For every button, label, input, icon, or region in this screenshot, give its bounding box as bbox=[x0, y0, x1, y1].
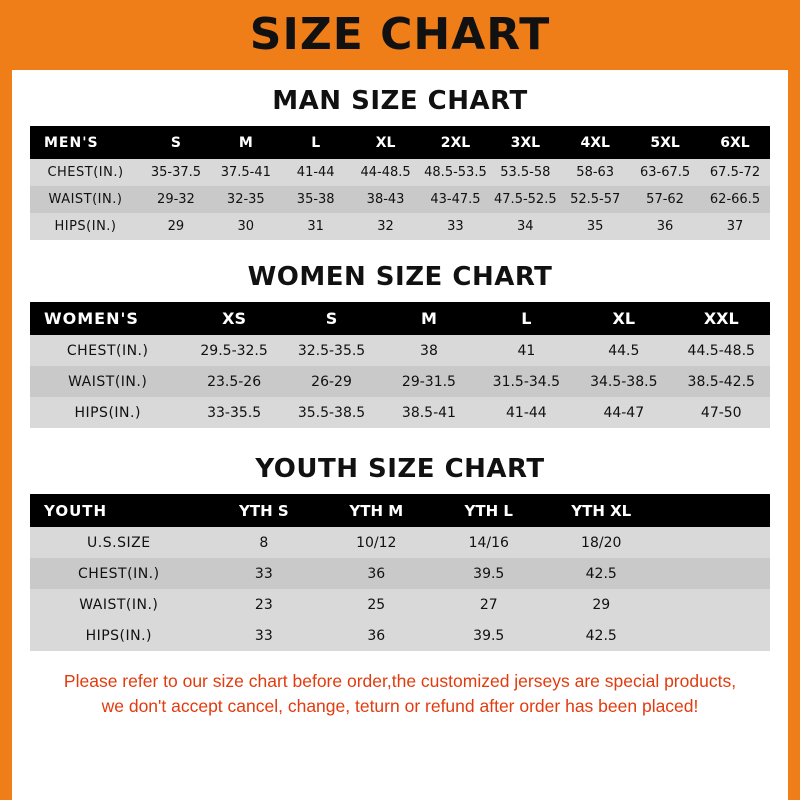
youth-row-2-label: WAIST(IN.) bbox=[79, 596, 159, 613]
women-col-2: M bbox=[420, 309, 437, 328]
women-col-0: XS bbox=[222, 309, 247, 328]
women-table-head bbox=[30, 302, 770, 335]
man-col-0: S bbox=[170, 134, 181, 151]
man-header-label: MEN'S bbox=[44, 134, 99, 151]
youth-cell-1-1: 36 bbox=[367, 565, 386, 582]
man-col-1: M bbox=[238, 134, 253, 151]
notice-text bbox=[30, 669, 770, 720]
table-row bbox=[30, 186, 770, 213]
man-cell-0-0: 35-37.5 bbox=[150, 165, 202, 180]
man-cell-2-6: 35 bbox=[586, 219, 604, 234]
man-cell-2-7: 36 bbox=[656, 219, 674, 234]
man-col-5: 3XL bbox=[510, 134, 541, 151]
youth-cell-0-4 bbox=[657, 527, 770, 558]
man-cell-1-1: 32-35 bbox=[226, 192, 265, 207]
youth-col-1: YTH M bbox=[349, 501, 404, 520]
man-cell-2-2: 31 bbox=[307, 219, 324, 234]
table-header-row bbox=[30, 494, 770, 527]
women-col-5: XXL bbox=[703, 309, 739, 328]
table-row bbox=[30, 159, 770, 186]
man-cell-1-8: 62-66.5 bbox=[709, 192, 761, 207]
man-cell-1-6: 52.5-57 bbox=[570, 192, 621, 207]
youth-size-table bbox=[30, 494, 770, 651]
man-cell-2-0: 29 bbox=[167, 219, 185, 234]
man-cell-1-2: 35-38 bbox=[296, 192, 335, 207]
man-row-0-label: CHEST(IN.) bbox=[47, 165, 124, 180]
youth-cell-2-0: 23 bbox=[254, 596, 273, 613]
page-title: SIZE CHART bbox=[249, 9, 551, 60]
man-cell-0-6: 58-63 bbox=[576, 165, 615, 180]
women-cell-2-5: 47-50 bbox=[700, 404, 742, 421]
man-cell-0-7: 63-67.5 bbox=[639, 165, 691, 180]
youth-cell-3-2: 39.5 bbox=[473, 627, 505, 644]
man-cell-2-5: 34 bbox=[517, 219, 534, 234]
women-cell-2-4: 44-47 bbox=[603, 404, 645, 421]
women-col-4: XL bbox=[612, 309, 636, 328]
youth-cell-2-3: 29 bbox=[592, 596, 611, 613]
youth-cell-1-0: 33 bbox=[254, 565, 273, 582]
man-cell-2-3: 32 bbox=[377, 219, 394, 234]
notice-line-1: Please refer to our size chart before order,the customized jerseys are special products, bbox=[63, 671, 737, 691]
women-section-title: WOMEN SIZE CHART bbox=[247, 262, 553, 292]
youth-cell-2-1: 25 bbox=[367, 596, 386, 613]
man-cell-0-1: 37.5-41 bbox=[220, 165, 271, 180]
youth-col-3: YTH XL bbox=[571, 501, 632, 520]
man-cell-2-1: 30 bbox=[237, 219, 255, 234]
man-col-6: 4XL bbox=[580, 134, 610, 151]
notice-line-2: we don't accept cancel, change, teturn or refund after order has been placed! bbox=[101, 696, 699, 717]
youth-cell-2-2: 27 bbox=[479, 596, 498, 613]
youth-row-1-label: CHEST(IN.) bbox=[78, 565, 160, 582]
women-header-label: WOMEN'S bbox=[44, 309, 139, 328]
man-cell-2-4: 33 bbox=[447, 219, 464, 234]
women-cell-2-1: 35.5-38.5 bbox=[297, 404, 366, 421]
man-col-2: L bbox=[311, 134, 321, 151]
man-cell-1-7: 57-62 bbox=[646, 192, 684, 207]
youth-col-4 bbox=[657, 494, 770, 527]
youth-row-3-label: HIPS(IN.) bbox=[85, 627, 153, 644]
women-cell-2-2: 38.5-41 bbox=[401, 404, 456, 421]
youth-table-body bbox=[30, 527, 770, 651]
women-cell-0-5: 44.5-48.5 bbox=[687, 342, 755, 359]
youth-cell-1-2: 39.5 bbox=[473, 565, 505, 582]
women-cell-0-1: 32.5-35.5 bbox=[297, 342, 366, 359]
women-col-1: S bbox=[325, 309, 338, 328]
table-header-row bbox=[30, 302, 770, 335]
man-col-8: 6XL bbox=[720, 134, 750, 151]
youth-header-label: YOUTH bbox=[44, 501, 108, 520]
man-cell-1-3: 38-43 bbox=[366, 192, 405, 207]
youth-table-head bbox=[30, 494, 770, 527]
women-cell-1-4: 34.5-38.5 bbox=[590, 373, 658, 390]
youth-cell-3-4 bbox=[657, 620, 770, 651]
man-cell-1-0: 29-32 bbox=[157, 192, 195, 207]
man-col-7: 5XL bbox=[650, 134, 680, 151]
table-row bbox=[30, 527, 770, 558]
man-table-head bbox=[30, 126, 770, 159]
youth-cell-3-3: 42.5 bbox=[585, 627, 617, 644]
women-table-body bbox=[30, 335, 770, 428]
youth-cell-0-1: 10/12 bbox=[356, 534, 397, 551]
man-cell-0-2: 41-44 bbox=[296, 165, 335, 180]
youth-col-2: YTH L bbox=[464, 501, 513, 520]
table-row bbox=[30, 620, 770, 651]
women-cell-1-5: 38.5-42.5 bbox=[687, 373, 755, 390]
man-cell-2-8: 37 bbox=[726, 219, 744, 234]
women-row-0-label: CHEST(IN.) bbox=[66, 342, 149, 359]
women-cell-1-0: 23.5-26 bbox=[207, 373, 262, 390]
header-band bbox=[0, 0, 800, 70]
youth-cell-2-4 bbox=[657, 589, 770, 620]
table-header-row bbox=[30, 126, 770, 159]
man-table-body bbox=[30, 159, 770, 240]
man-cell-0-5: 53.5-58 bbox=[500, 165, 551, 180]
women-cell-2-3: 41-44 bbox=[506, 404, 547, 421]
women-cell-1-1: 26-29 bbox=[311, 373, 352, 390]
youth-cell-1-4 bbox=[657, 558, 770, 589]
youth-cell-1-3: 42.5 bbox=[585, 565, 617, 582]
man-row-1-label: WAIST(IN.) bbox=[48, 192, 123, 207]
women-row-2-label: HIPS(IN.) bbox=[74, 404, 141, 421]
youth-row-0-label: U.S.SIZE bbox=[87, 534, 151, 551]
women-cell-1-2: 29-31.5 bbox=[401, 373, 456, 390]
women-cell-0-0: 29.5-32.5 bbox=[200, 342, 268, 359]
women-row-1-label: WAIST(IN.) bbox=[68, 373, 148, 390]
man-cell-0-3: 44-48.5 bbox=[360, 165, 411, 180]
table-row bbox=[30, 335, 770, 366]
man-col-4: 2XL bbox=[440, 134, 471, 151]
man-row-2-label: HIPS(IN.) bbox=[54, 219, 117, 234]
youth-section-title: YOUTH SIZE CHART bbox=[255, 454, 545, 484]
table-row bbox=[30, 589, 770, 620]
man-section-title: MAN SIZE CHART bbox=[272, 86, 528, 116]
youth-cell-0-0: 8 bbox=[259, 534, 269, 551]
table-row bbox=[30, 213, 770, 240]
table-row bbox=[30, 558, 770, 589]
man-cell-0-4: 48.5-53.5 bbox=[424, 165, 487, 180]
women-cell-0-3: 41 bbox=[517, 342, 536, 359]
women-col-3: L bbox=[521, 309, 532, 328]
women-cell-0-2: 38 bbox=[420, 342, 438, 359]
youth-cell-3-1: 36 bbox=[367, 627, 386, 644]
youth-cell-0-3: 18/20 bbox=[581, 534, 622, 551]
youth-col-0: YTH S bbox=[238, 501, 289, 520]
man-size-table bbox=[30, 126, 770, 240]
man-cell-1-4: 43-47.5 bbox=[430, 192, 481, 207]
man-cell-0-8: 67.5-72 bbox=[709, 165, 761, 180]
youth-cell-3-0: 33 bbox=[254, 627, 273, 644]
man-cell-1-5: 47.5-52.5 bbox=[494, 192, 557, 207]
women-cell-2-0: 33-35.5 bbox=[207, 404, 262, 421]
table-row bbox=[30, 397, 770, 428]
women-cell-1-3: 31.5-34.5 bbox=[492, 373, 561, 390]
women-size-table bbox=[30, 302, 770, 428]
table-row bbox=[30, 366, 770, 397]
content bbox=[12, 86, 788, 720]
man-col-3: XL bbox=[375, 134, 396, 151]
women-cell-0-4: 44.5 bbox=[608, 342, 640, 359]
youth-cell-0-2: 14/16 bbox=[468, 534, 509, 551]
